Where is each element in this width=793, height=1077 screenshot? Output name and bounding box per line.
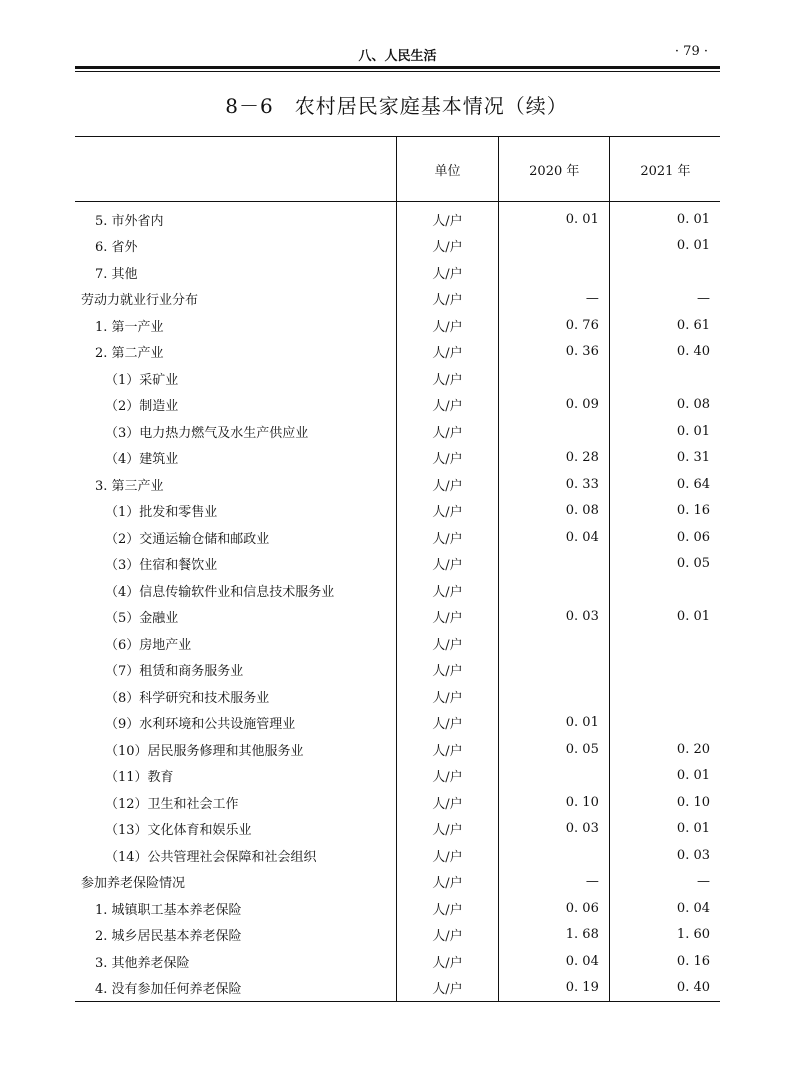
table-row — [75, 922, 720, 949]
row-value-2020: 0. 06 — [498, 895, 609, 922]
row-unit: 人/户 — [397, 710, 499, 737]
table-row — [75, 233, 720, 260]
row-value-2020 — [498, 657, 609, 684]
row-label: （5）金融业 — [105, 611, 179, 627]
row-value-2020 — [498, 763, 609, 790]
row-unit: 人/户 — [397, 948, 499, 975]
row-value-2021: 0. 40 — [609, 975, 720, 1002]
row-value-2021: 0. 16 — [609, 498, 720, 525]
header-year-2021: 2021 年 — [609, 137, 720, 202]
row-value-2020: 0. 01 — [498, 202, 609, 233]
table-row — [75, 498, 720, 525]
row-value-2020 — [498, 233, 609, 260]
row-value-2021: 0. 04 — [609, 895, 720, 922]
table-row — [75, 816, 720, 843]
table-row — [75, 577, 720, 604]
table-row — [75, 202, 720, 233]
row-unit: 人/户 — [397, 577, 499, 604]
row-label: （14）公共管理社会保障和社会组织 — [105, 849, 317, 865]
row-label: （1）采矿业 — [105, 372, 179, 388]
table-row — [75, 630, 720, 657]
row-value-2020 — [498, 365, 609, 392]
header-rule-thin — [75, 71, 720, 72]
row-value-2020: 0. 08 — [498, 498, 609, 525]
row-unit: 人/户 — [397, 286, 499, 313]
row-value-2020: 0. 05 — [498, 736, 609, 763]
table-row — [75, 948, 720, 975]
row-label: （9）水利环境和公共设施管理业 — [105, 717, 296, 733]
row-value-2020 — [498, 842, 609, 869]
page-number: · 79 · — [674, 44, 708, 59]
row-value-2020: 0. 04 — [498, 948, 609, 975]
row-unit: 人/户 — [397, 763, 499, 790]
row-value-2020: 0. 19 — [498, 975, 609, 1002]
row-unit: 人/户 — [397, 842, 499, 869]
row-value-2021: 0. 01 — [609, 418, 720, 445]
table-row — [75, 445, 720, 472]
row-value-2020: 0. 03 — [498, 604, 609, 631]
row-unit: 人/户 — [397, 259, 499, 286]
row-unit: 人/户 — [397, 869, 499, 896]
row-unit: 人/户 — [397, 445, 499, 472]
row-value-2020 — [498, 418, 609, 445]
row-value-2021: 0. 16 — [609, 948, 720, 975]
row-label: （2）制造业 — [105, 399, 179, 415]
row-unit: 人/户 — [397, 975, 499, 1002]
table-row — [75, 657, 720, 684]
row-unit: 人/户 — [397, 789, 499, 816]
row-unit: 人/户 — [397, 736, 499, 763]
row-label: 1. 第一产业 — [95, 319, 164, 335]
row-value-2020: — — [498, 869, 609, 896]
row-unit: 人/户 — [397, 471, 499, 498]
row-value-2021: 0. 64 — [609, 471, 720, 498]
row-value-2021: — — [609, 869, 720, 896]
table-row — [75, 710, 720, 737]
table-row — [75, 259, 720, 286]
row-unit: 人/户 — [397, 551, 499, 578]
row-unit: 人/户 — [397, 895, 499, 922]
row-unit: 人/户 — [397, 683, 499, 710]
row-label: （2）交通运输仓储和邮政业 — [105, 531, 270, 547]
table-row — [75, 683, 720, 710]
row-value-2021: 0. 10 — [609, 789, 720, 816]
row-label: （3）电力热力燃气及水生产供应业 — [105, 425, 309, 441]
table-row — [75, 471, 720, 498]
row-label: 4. 没有参加任何养老保险 — [75, 975, 397, 1002]
row-value-2021 — [609, 710, 720, 737]
row-value-2020: 0. 10 — [498, 789, 609, 816]
table-row — [75, 975, 720, 1002]
row-value-2021: 0. 01 — [609, 816, 720, 843]
row-value-2021: 0. 01 — [609, 604, 720, 631]
table-row — [75, 339, 720, 366]
row-value-2021: 0. 05 — [609, 551, 720, 578]
row-label: （4）信息传输软件业和信息技术服务业 — [105, 584, 335, 600]
header-unit: 单位 — [397, 137, 499, 202]
section-title: 八、人民生活 — [358, 49, 437, 64]
row-value-2021: 0. 20 — [609, 736, 720, 763]
row-unit: 人/户 — [397, 922, 499, 949]
row-value-2021 — [609, 657, 720, 684]
row-label: 2. 第二产业 — [95, 346, 164, 362]
row-value-2021 — [609, 365, 720, 392]
row-unit: 人/户 — [397, 392, 499, 419]
row-label: 参加养老保险情况 — [81, 876, 186, 892]
row-unit: 人/户 — [397, 365, 499, 392]
row-value-2020 — [498, 630, 609, 657]
row-label: （4）建筑业 — [105, 452, 179, 468]
running-header — [75, 44, 720, 64]
row-unit: 人/户 — [397, 202, 499, 233]
row-label: （13）文化体育和娱乐业 — [105, 823, 252, 839]
row-label: 2. 城乡居民基本养老保险 — [95, 929, 242, 945]
row-value-2021: 0. 08 — [609, 392, 720, 419]
row-value-2021: 0. 40 — [609, 339, 720, 366]
row-value-2020: 0. 04 — [498, 524, 609, 551]
row-label: 1. 城镇职工基本养老保险 — [95, 902, 242, 918]
table-row — [75, 551, 720, 578]
row-value-2021: 0. 31 — [609, 445, 720, 472]
row-value-2020: 0. 01 — [498, 710, 609, 737]
row-value-2021: 0. 01 — [609, 202, 720, 233]
row-value-2020: — — [498, 286, 609, 313]
row-value-2021: 0. 01 — [609, 233, 720, 260]
row-label: （10）居民服务修理和其他服务业 — [105, 743, 304, 759]
row-unit: 人/户 — [397, 339, 499, 366]
row-label: （1）批发和零售业 — [105, 505, 218, 521]
row-unit: 人/户 — [397, 604, 499, 631]
table-body — [75, 202, 720, 1002]
row-label: （8）科学研究和技术服务业 — [105, 690, 270, 706]
row-label: 3. 第三产业 — [95, 478, 164, 494]
table-row — [75, 312, 720, 339]
table-row — [75, 418, 720, 445]
row-unit: 人/户 — [397, 657, 499, 684]
row-unit: 人/户 — [397, 312, 499, 339]
row-value-2020 — [498, 551, 609, 578]
header-rule-thick — [75, 66, 720, 69]
row-value-2021 — [609, 577, 720, 604]
row-value-2021: 0. 03 — [609, 842, 720, 869]
table-row — [75, 736, 720, 763]
header-year-2020: 2020 年 — [498, 137, 609, 202]
row-label: （11）教育 — [105, 770, 174, 786]
row-value-2020: 0. 33 — [498, 471, 609, 498]
row-label: （12）卫生和社会工作 — [105, 796, 239, 812]
row-label: 劳动力就业行业分布 — [81, 293, 199, 309]
row-label: （3）住宿和餐饮业 — [105, 558, 218, 574]
row-value-2021 — [609, 683, 720, 710]
table-row — [75, 895, 720, 922]
row-value-2021 — [609, 259, 720, 286]
table-row — [75, 365, 720, 392]
row-value-2020: 0. 36 — [498, 339, 609, 366]
header-label — [75, 137, 397, 202]
row-unit: 人/户 — [397, 498, 499, 525]
row-value-2021: 0. 61 — [609, 312, 720, 339]
row-unit: 人/户 — [397, 524, 499, 551]
row-unit: 人/户 — [397, 630, 499, 657]
table-row — [75, 789, 720, 816]
row-unit: 人/户 — [397, 233, 499, 260]
row-value-2021: 0. 06 — [609, 524, 720, 551]
table-row — [75, 286, 720, 313]
row-label: （6）房地产业 — [105, 637, 192, 653]
row-unit: 人/户 — [397, 816, 499, 843]
table-row — [75, 392, 720, 419]
row-value-2021 — [609, 630, 720, 657]
table-row — [75, 604, 720, 631]
table-row — [75, 524, 720, 551]
row-label: 5. 市外省内 — [95, 213, 164, 229]
row-value-2020: 1. 68 — [498, 922, 609, 949]
table-row — [75, 763, 720, 790]
row-label: （7）租赁和商务服务业 — [105, 664, 244, 680]
row-label: 6. 省外 — [95, 240, 138, 256]
row-value-2021: 0. 01 — [609, 763, 720, 790]
row-value-2020 — [498, 259, 609, 286]
row-value-2020 — [498, 683, 609, 710]
row-value-2020: 0. 09 — [498, 392, 609, 419]
row-label: 3. 其他养老保险 — [95, 955, 190, 971]
table-row — [75, 869, 720, 896]
table-row — [75, 842, 720, 869]
row-value-2020: 0. 03 — [498, 816, 609, 843]
row-value-2020: 0. 76 — [498, 312, 609, 339]
row-value-2020 — [498, 577, 609, 604]
row-value-2021: 1. 60 — [609, 922, 720, 949]
row-label: 7. 其他 — [95, 266, 138, 282]
row-value-2021: — — [609, 286, 720, 313]
data-table — [75, 136, 720, 1002]
row-value-2020: 0. 28 — [498, 445, 609, 472]
table-header-row — [75, 137, 720, 202]
table-title: 8－6 农村居民家庭基本情况（续） — [225, 94, 568, 118]
row-unit: 人/户 — [397, 418, 499, 445]
